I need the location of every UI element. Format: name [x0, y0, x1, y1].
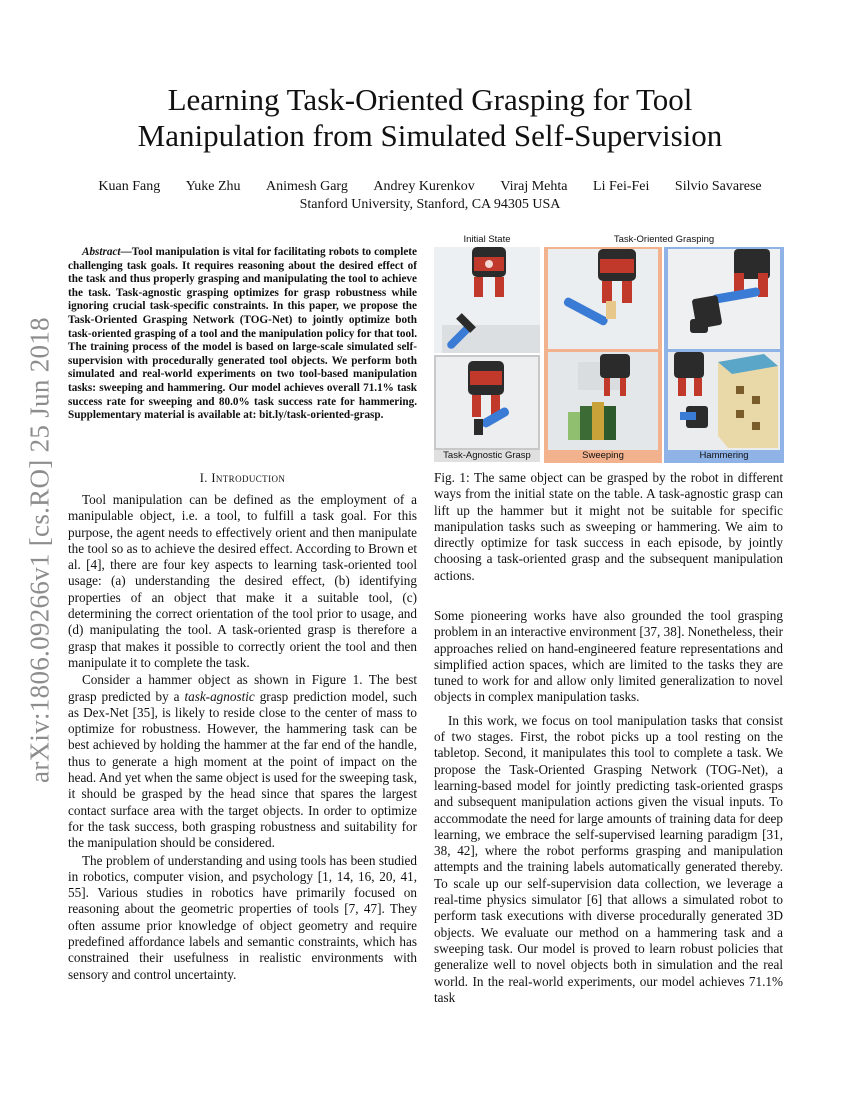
abstract: [68, 246, 417, 423]
paragraph: Consider a hammer object as shown in Figure 1. The best grasp predicted by a task-agnostic grasp prediction model, such as Dex-Net [35], is likely to reside close to the center of mass to optimize for robustness. However, the hammering task can be best achieved by holding the hammer at the far end of the handle, thus to generate a high moment at the point of impact on the head. And yet when the same object is used for the sweeping task, it should be grasped by the head since that spares the largest contact surface area with the target objects. In order to optimize for the task success, both grasping robustness and suitability for the manipulation should be considered.: [68, 672, 417, 851]
figure-caption: Fig. 1: The same object can be grasped by the robot in different ways from the initial state on the table. A task-agnostic grasp can lift up the hammer but it might not be suitable for specific manipulation tasks such as sweeping or hammering. We aim to directly optimize for task success in each episode, by jointly choosing a task-oriented grasp and the subsequent manipulation actions.: [434, 470, 783, 583]
author: Kuan Fang: [98, 179, 161, 194]
arxiv-sidebar: [20, 290, 60, 810]
photo-hammering-action: [668, 352, 780, 450]
author: Yuke Zhu: [185, 179, 241, 194]
author: Andrey Kurenkov: [373, 179, 475, 194]
intro-body: [68, 492, 417, 983]
photo-sweeping-action: [548, 352, 658, 450]
title-line-2: Manipulation from Simulated Self-Supervision: [137, 118, 723, 153]
author-list: [60, 179, 800, 195]
paragraph: Tool manipulation can be defined as the employment of a manipulable object, i.e. a tool, to fulfill a task goal. For this purpose, the agent needs to effectively orient and then manipulate the tool so as to achieve the desired effect. According to Brown et al. [4], there are four key aspects to learning task-oriented tool usage: (a) understanding the desired effect, (b) identifying properties of an object that make it a suitable tool, (c) determining the correct orientation of the tool prior to usage, and (d) manipulating the tool. A task-oriented grasp is therefore a grasp that makes it possible to correctly orient the tool and then manipulate it to complete the task.: [68, 492, 417, 670]
paragraph: In this work, we focus on tool manipulation tasks that consist of two stages. First, the robot picks up a tool resting on the tabletop. Second, it manipulates this tool to complete a task. We propose the Task-Oriented Grasping Network (TOG-Net), a learning-based model for jointly predicting task-oriented grasps and subsequent manipulation actions given the visual inputs. To accommodate the need for large amounts of training data for deep learning, we embrace the self-supervised learning paradigm [31, 38, 42], where the robot performs grasping and manipulation attempts and the training labels automatically generated thereby. To scale up our self-supervision data collection, we leverage a real-time physics simulator [6] that allows a simulated robot to perform task executions with diverse procedurally generated 3D objects. We evaluate our method on a hammering task and a sweeping task. Our model is proved to learn robust policies that generalize well to novel objects both in simulation and the real world. In the real-world experiments, our model achieves 71.1% task: [434, 712, 783, 1005]
photo-hammering-grasp: [668, 249, 780, 349]
label-sweeping: Sweeping: [582, 450, 624, 461]
label-initial-state: Initial State: [463, 234, 511, 245]
label-task-agnostic: Task-Agnostic Grasp: [434, 450, 540, 462]
paper-title: [60, 82, 800, 154]
paragraph: The problem of understanding and using tools has been studied in robotics, computer vision, and psychology [1, 14, 16, 20, 41, 55]. Various studies in robotics have primarily focused on reasoning about the geometric properties of tools [7, 47]. They often assume prior knowledge of object geometry and require predefined affordance labels and semantic constraints, which has constrained their usefulness in realistic environments with sensory and control uncertainty.: [68, 852, 417, 982]
author: Silvio Savarese: [674, 179, 762, 194]
author: Animesh Garg: [266, 179, 348, 194]
figure-1: [434, 231, 784, 463]
paragraph: Some pioneering works have also grounded the tool grasping problem in an interactive environment [37, 38]. Nonetheless, their approaches relied on hand-engineered feature representations and simplified action spaces, which are limited to the tasks they are tuned to work for and allow only limited generalization to novel objects in complex manipulation tasks.: [434, 608, 783, 705]
arxiv-id: arXiv:1806.09266v1 [cs.RO] 25 Jun 2018: [24, 317, 55, 783]
section-heading: I. Introduction: [199, 471, 286, 485]
photo-task-agnostic: [434, 355, 540, 450]
photo-initial-state: [434, 247, 540, 353]
author: Li Fei-Fei: [593, 179, 650, 194]
intro-body-right: [434, 608, 783, 1006]
label-task-oriented: Task-Oriented Grasping: [613, 234, 715, 245]
abstract-text: —Tool manipulation is vital for facilitating robots to complete challenging task goals. It requires reasoning about the desired effect of the task and thus properly grasping and manipulating the tool to achieve the task. Task-agnostic grasping optimizes for grasp robustness while ignoring crucial task-specific constraints. In this paper, we propose the Task-Oriented Grasping Network (TOG-Net) to jointly optimize both task-oriented grasping of a tool and the manipulation policy for that tool. The training process of the model is based on large-scale simulated self-supervision with procedurally generated tool objects. We perform both simulated and real-world experiments on two tool-based manipulation tasks: sweeping and hammering. Our model achieves overall 71.1% task success rate for sweeping and 80.0% task success rate for hammering. Supplementary material is available at: bit.ly/task-oriented-grasp.: [68, 246, 417, 422]
author: Viraj Mehta: [500, 179, 568, 194]
label-hammering: Hammering: [699, 450, 749, 461]
abstract-lead: Abstract: [82, 246, 121, 258]
affiliation: Stanford University, Stanford, CA 94305 USA: [299, 197, 561, 212]
title-line-1: Learning Task-Oriented Grasping for Tool: [167, 82, 693, 117]
photo-sweeping-grasp: [548, 249, 658, 349]
